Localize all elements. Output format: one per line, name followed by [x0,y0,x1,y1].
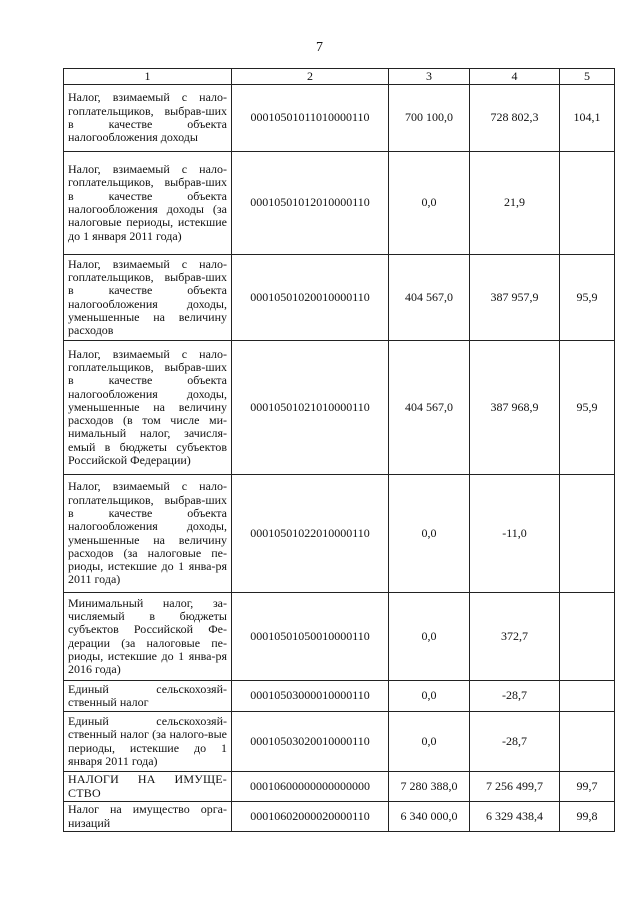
execution-percent [560,152,615,255]
budget-code: 00010503020010000110 [232,712,389,772]
actual-amount: 728 802,3 [470,85,560,152]
plan-amount: 7 280 388,0 [389,772,470,802]
income-name: Единый сельскохозяй-ственный налог [64,681,232,712]
table-row [64,712,615,772]
column-header-1: 1 [64,69,232,85]
execution-percent: 104,1 [560,85,615,152]
income-name: Налог, взимаемый с нало-гоплательщиков, выбрав-ших в качестве объекта налогообложения доходы, уменьшенные на величину расходов [64,255,232,341]
budget-code: 00010600000000000000 [232,772,389,802]
plan-amount: 6 340 000,0 [389,802,470,832]
income-name: Минимальный налог, за-числяемый в бюджеты субъектов Российской Фе-дерации (за налоговые пе-риоды, истекшие до 1 янва-ря 2016 года) [64,593,232,681]
column-header-2: 2 [232,69,389,85]
budget-code: 00010602000020000110 [232,802,389,832]
actual-amount: 6 329 438,4 [470,802,560,832]
execution-percent: 99,7 [560,772,615,802]
column-header-5: 5 [560,69,615,85]
plan-amount: 0,0 [389,712,470,772]
plan-amount: 0,0 [389,681,470,712]
budget-code: 00010501021010000110 [232,341,389,475]
actual-amount: 387 968,9 [470,341,560,475]
plan-amount: 404 567,0 [389,255,470,341]
table-row [64,85,615,152]
table-row [64,255,615,341]
income-name: Налог, взимаемый с нало-гоплательщиков, выбрав-ших в качестве объекта налогообложения доходы [64,85,232,152]
execution-percent: 99,8 [560,802,615,832]
table-row [64,772,615,802]
execution-percent [560,475,615,593]
page-number: 7 [316,40,323,55]
table-row [64,341,615,475]
income-name: Налог, взимаемый с нало-гоплательщиков, выбрав-ших в качестве объекта налогообложения доходы, уменьшенные на величину расходов (в том числе ми-нимальный налог, зачисля-емый в бюджеты субъектов Российской Федерации) [64,341,232,475]
budget-code: 00010501050010000110 [232,593,389,681]
plan-amount: 0,0 [389,152,470,255]
execution-percent: 95,9 [560,255,615,341]
plan-amount: 700 100,0 [389,85,470,152]
plan-amount: 0,0 [389,475,470,593]
actual-amount: 7 256 499,7 [470,772,560,802]
budget-code: 00010501012010000110 [232,152,389,255]
income-name: Налог, взимаемый с нало-гоплательщиков, выбрав-ших в качестве объекта налогообложения доходы (за налоговые периоды, истекшие до 1 января 2011 года) [64,152,232,255]
budget-code: 00010503000010000110 [232,681,389,712]
plan-amount: 404 567,0 [389,341,470,475]
table-header-row [64,69,615,85]
actual-amount: -28,7 [470,681,560,712]
plan-amount: 0,0 [389,593,470,681]
actual-amount: -11,0 [470,475,560,593]
execution-percent [560,593,615,681]
table-row [64,152,615,255]
table-row [64,475,615,593]
income-name: НАЛОГИ НА ИМУЩЕ-СТВО [64,772,232,802]
budget-code: 00010501022010000110 [232,475,389,593]
execution-percent [560,712,615,772]
table-row [64,593,615,681]
income-name: Налог, взимаемый с нало-гоплательщиков, выбрав-ших в качестве объекта налогообложения доходы, уменьшенные на величину расходов (за налоговые пе-риоды, истекшие до 1 янва-ря 2011 года) [64,475,232,593]
budget-code: 00010501011010000110 [232,85,389,152]
revenue-table [63,68,615,832]
actual-amount: 387 957,9 [470,255,560,341]
execution-percent: 95,9 [560,341,615,475]
budget-code: 00010501020010000110 [232,255,389,341]
actual-amount: 21,9 [470,152,560,255]
actual-amount: -28,7 [470,712,560,772]
table-row [64,681,615,712]
income-name: Налог на имущество орга-низаций [64,802,232,832]
column-header-3: 3 [389,69,470,85]
table-row [64,802,615,832]
column-header-4: 4 [470,69,560,85]
execution-percent [560,681,615,712]
income-name: Единый сельскохозяй-ственный налог (за налого-вые периоды, истекшие до 1 января 2011 года) [64,712,232,772]
actual-amount: 372,7 [470,593,560,681]
